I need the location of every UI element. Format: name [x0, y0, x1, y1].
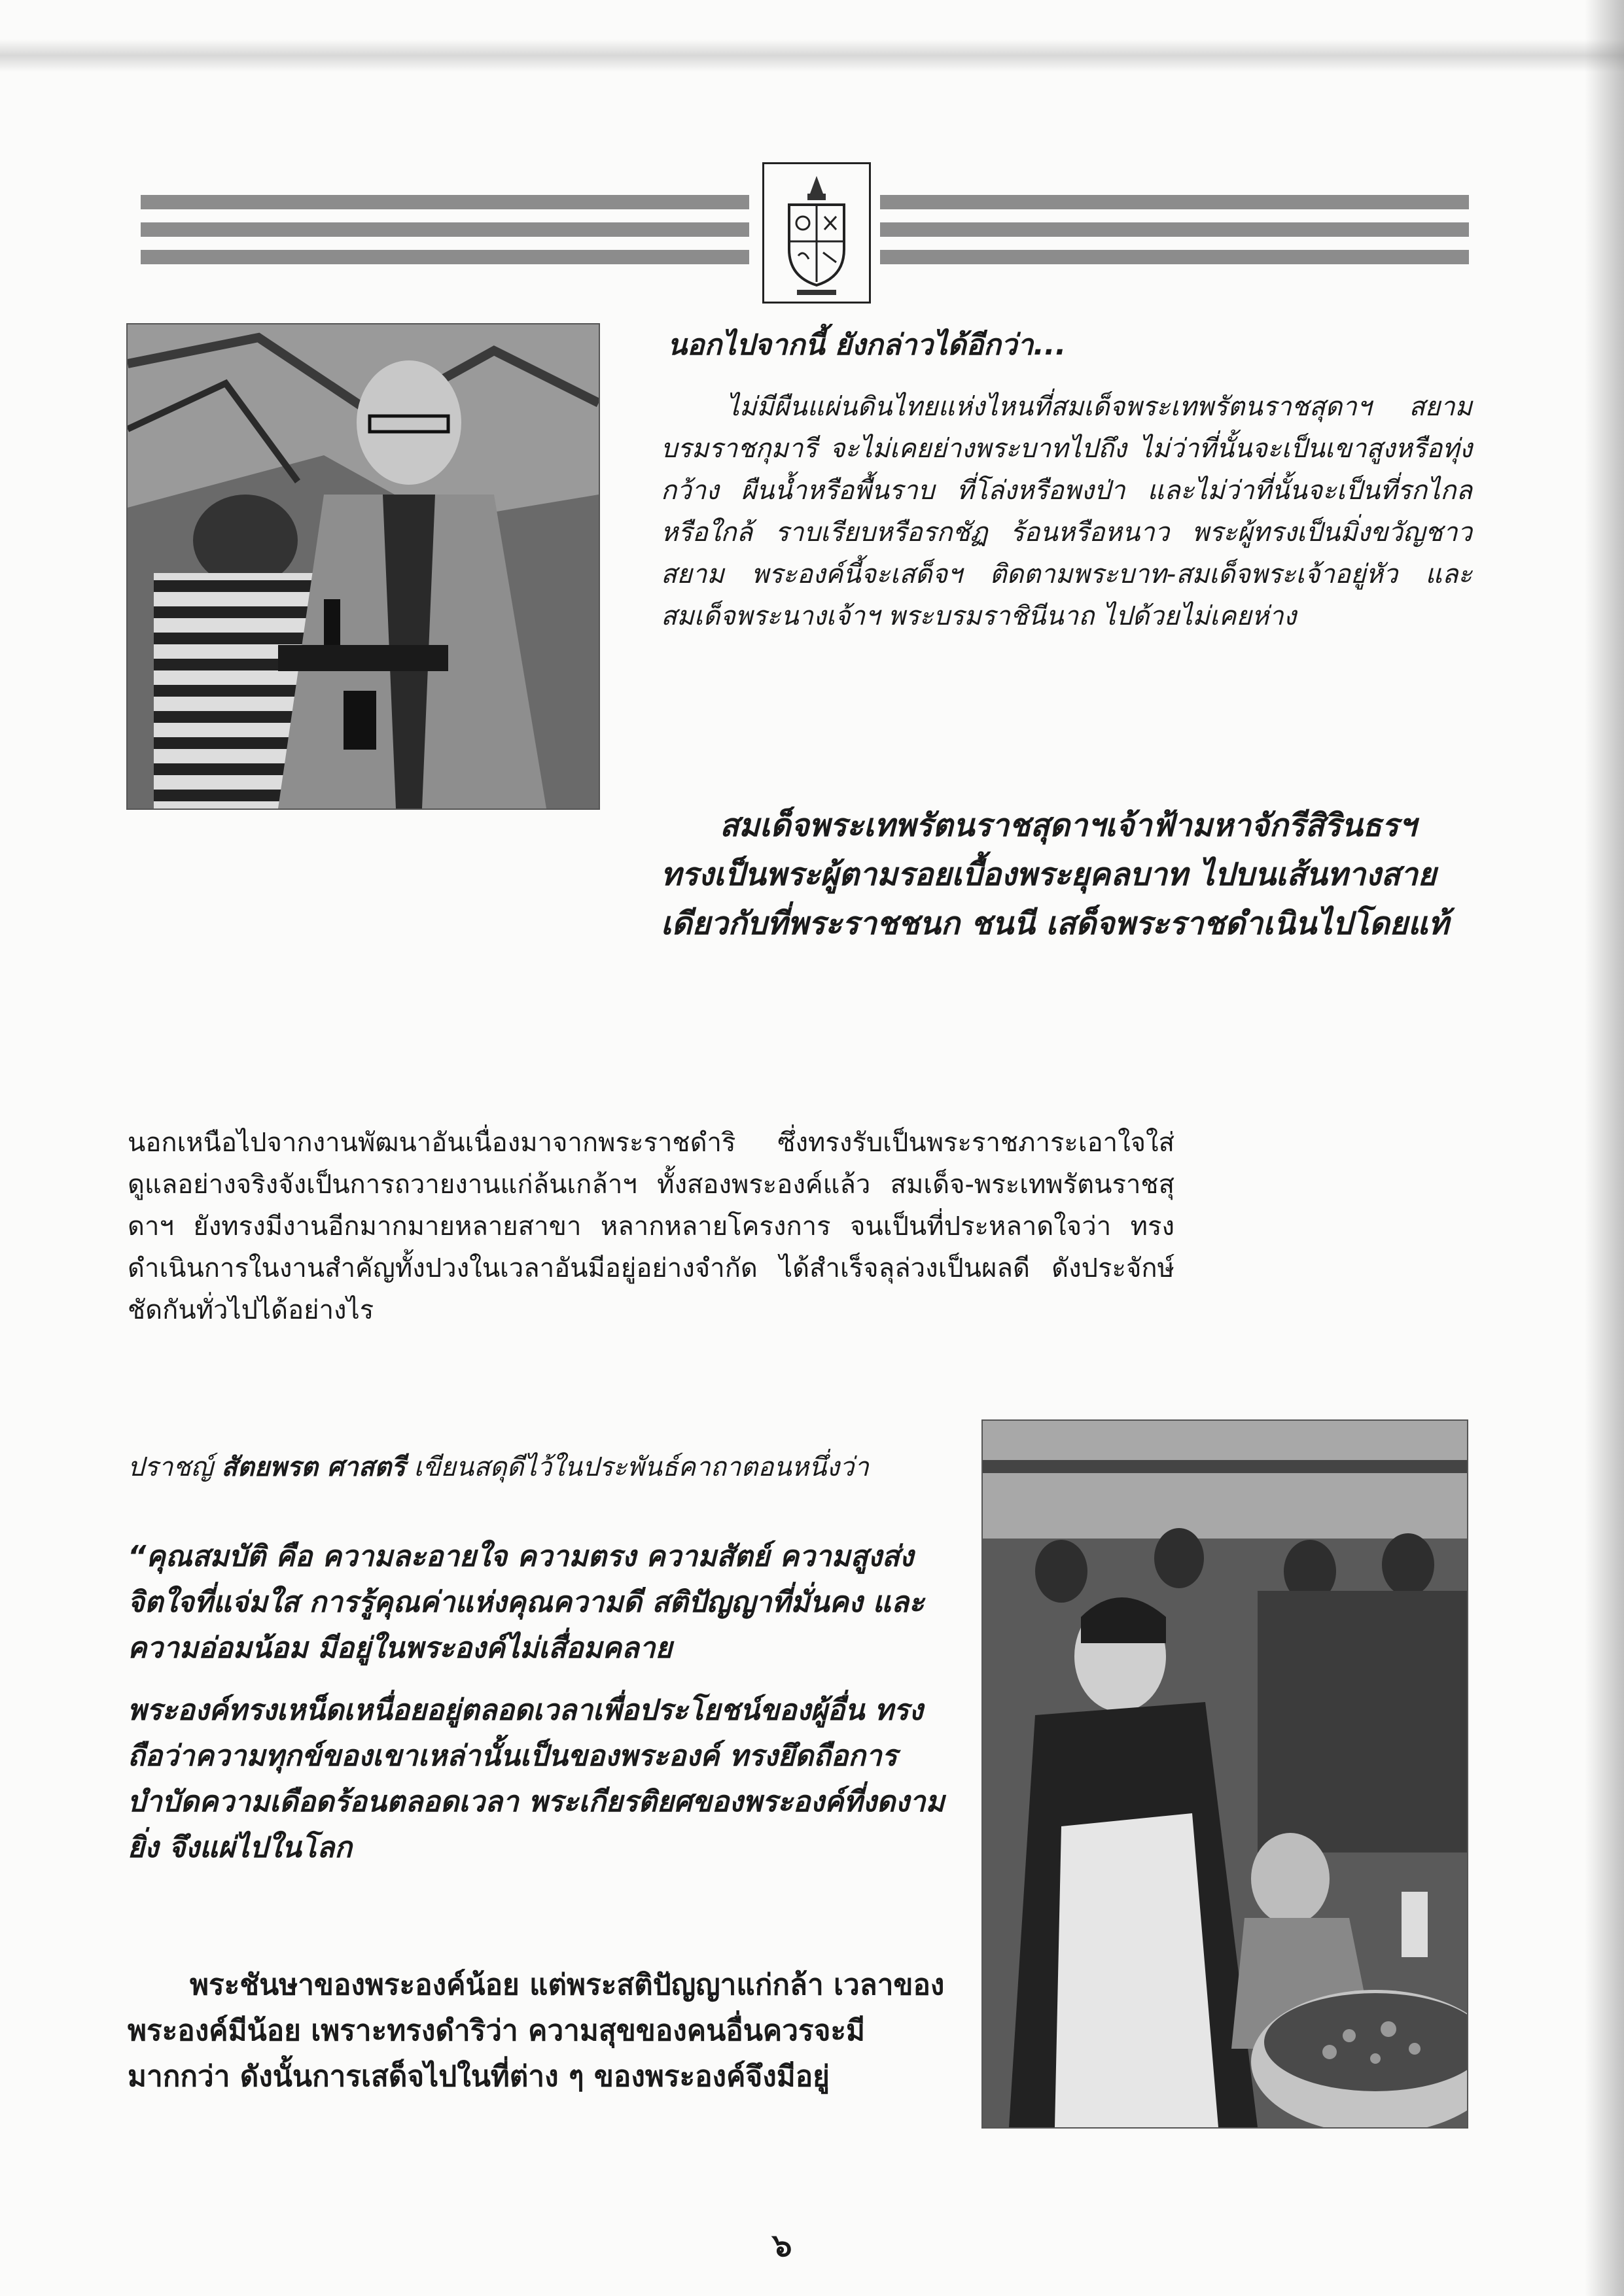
poem-quote-1: “คุณสมบัติ คือ ความละอายใจ ความตรง ความสัตย์ ความสูงส่ง จิตใจที่แจ่มใส การรู้คุณค่าแห่งคุณความดี สติปัญญาที่มั่นคง และความอ่อมน้อม มีอยู่ในพระองค์ไม่เสื่อมคลาย [128, 1540, 925, 1665]
poem-quote-3: พระชันษาของพระองค์น้อย แต่พระสติปัญญาแก่กล้า เวลาของพระองค์มีน้อย เพราะทรงดำริว่า ความสุขของคนอื่นควรจะมีมากกว่า ดังนั้นการเสด็จไปในที่ต่าง ๆ ของพระองค์จึงมีอยู่ [128, 1968, 945, 2093]
highlight-quote: สมเด็จพระเทพรัตนราชสุดาฯเจ้าฟ้ามหาจักรีสิรินธรฯ ทรงเป็นพระผู้ตามรอยเบื้องพระยุคลบาท ไปบนเส้นทางสายเดียวกับที่พระราชชนก ชนนี เสด็จพระราชดำเนินไปโดยแท้ [661, 807, 1449, 942]
section-heading: นอกไปจากนี้ ยังกล่าวได้อีกว่า... [667, 328, 1067, 362]
quote-attribution [128, 1446, 978, 1487]
attribution-suffix: เขียนสดุดีไว้ในประพันธ์คาถาตอนหนึ่งว่า [414, 1452, 869, 1482]
paragraph-intro: ไม่มีผืนแผ่นดินไทยแห่งไหนที่สมเด็จพระเทพรัตนราชสุดาฯ สยามบรมราชกุมารี จะไม่เคยย่างพระบาทไปถึง ไม่ว่าที่นั้นจะเป็นเขาสูงหรือทุ่งกว้าง ผืนน้ำหรือพื้นราบ ที่โล่งหรือพงป่า และไม่ว่าที่นั้นจะเป็นที่รกไกลหรือใกล้ ราบเรียบหรือรกชัฏ ร้อนหรือหนาว พระผู้ทรงเป็นมิ่งขวัญชาวสยาม พระองค์นี้จะเสด็จฯ ติดตามพระบาท-สมเด็จพระเจ้าอยู่หัว และสมเด็จพระนางเจ้าฯ พระบรมราชินีนาถ ไปด้วยไม่เคยห่าง [661, 392, 1472, 631]
scan-shadow-right [1585, 0, 1624, 2296]
photo-princess-cooking [981, 1419, 1468, 2129]
attribution-prefix: ปราชญ์ [128, 1452, 213, 1482]
page-number: ๖ [772, 2227, 792, 2264]
paragraph-body: นอกเหนือไปจากงานพัฒนาอันเนื่องมาจากพระราชดำริ ซึ่งทรงรับเป็นพระราชภาระเอาใจใส่ดูแลอย่างจริงจังเป็นการถวายงานแก่ล้นเกล้าฯ ทั้งสองพระองค์แล้ว สมเด็จ-พระเทพรัตนราชสุดาฯ ยังทรงมีงานอีกมากมายหลายสาขา หลากหลายโครงการ จนเป็นที่ประหลาดใจว่า ทรงดำเนินการในงานสำคัญทั้งปวงในเวลาอันมีอยู่อย่างจำกัด ได้สำเร็จลุล่วงเป็นผลดี ดังประจักษ์ชัดกันทั่วไปได้อย่างไร [128, 1128, 1174, 1325]
photo-king-walking [126, 323, 600, 810]
royal-crest-icon [762, 162, 871, 304]
author-name: สัตยพรต ศาสตรี [221, 1452, 406, 1482]
poem-quote-2: พระองค์ทรงเหน็ดเหนื่อยอยู่ตลอดเวลาเพื่อประโยชน์ของผู้อื่น ทรงถือว่าความทุกข์ของเขาเหล่านั้นเป็นของพระองค์ ทรงยึดถือการบำบัดความเดือดร้อนตลอดเวลา พระเกียรติยศของพระองค์ที่งดงามยิ่ง จึงแผ่ไปในโลก [128, 1694, 945, 1864]
scan-shadow-top [0, 39, 1624, 72]
